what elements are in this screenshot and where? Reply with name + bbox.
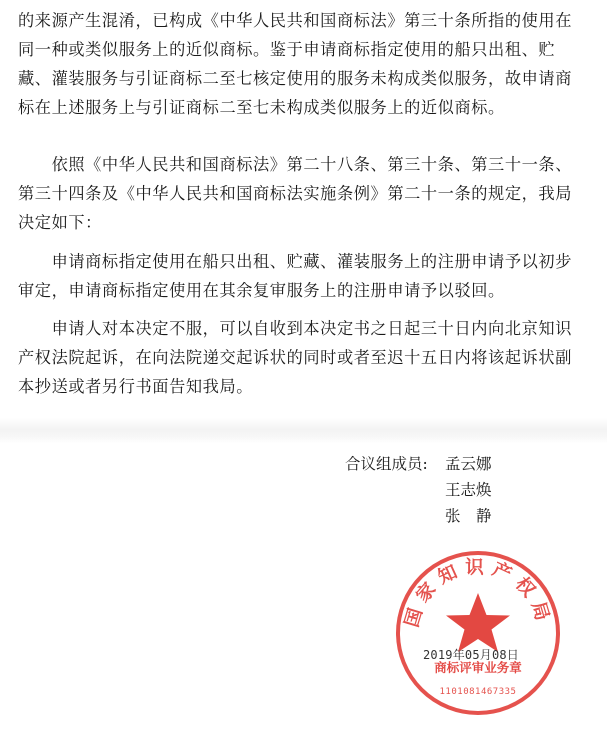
paragraph-legal-basis (18, 150, 586, 237)
seal-serial-number: 1101081467335 (439, 687, 517, 697)
text-line: 申请人对本决定不服，可以自收到本决定书之日起三十日内向北京知识 (18, 319, 572, 338)
text-line: 第三十四条及《中华人民共和国商标法实施条例》第二十一条的规定，我局 (18, 184, 572, 203)
panel-member: 孟云娜 (445, 455, 492, 473)
text-line: 审定，申请商标指定使用在其余复审服务上的注册申请予以驳回。 (18, 281, 505, 300)
paragraph-decision (18, 247, 586, 305)
panel-member: 张 静 (445, 507, 492, 525)
seal-bottom-text: 商标评审业务章 (434, 660, 522, 675)
star-icon (446, 593, 510, 652)
text-line: 标在上述服务上与引证商标二至七未构成类似服务上的近似商标。 (18, 98, 505, 117)
text-line: 藏、灌装服务与引证商标二至七核定使用的服务未构成类似服务，故申请商 (18, 69, 572, 88)
decision-date: 2019年05月08日 (423, 648, 519, 662)
page-fold-shadow (0, 418, 607, 444)
text-line: 同一种或类似服务上的近似商标。鉴于申请商标指定使用的船只出租、贮 (18, 40, 556, 59)
text-line: 申请商标指定使用在船只出租、贮藏、灌装服务上的注册申请予以初步 (18, 252, 572, 271)
seal-arc-text: 国家知识产权局 (401, 557, 555, 630)
text-line: 本抄送或者另行书面告知我局。 (18, 377, 254, 396)
panel-member: 王志焕 (445, 481, 492, 499)
text-line: 决定如下： (18, 213, 102, 232)
panel-label: 合议组成员: (345, 455, 428, 473)
official-seal (393, 548, 563, 718)
text-line: 产权法院起诉，在向法院递交起诉状的同时或者至迟十五日内将该起诉状副 (18, 348, 572, 367)
text-line: 依照《中华人民共和国商标法》第二十八条、第三十条、第三十一条、 (18, 155, 572, 174)
seal-graphic (393, 548, 563, 718)
paragraph-appeal-notice (18, 314, 586, 401)
text-line: 的来源产生混淆，已构成《中华人民共和国商标法》第三十条所指的使用在 (18, 11, 572, 30)
paragraph-reasoning (18, 6, 586, 122)
